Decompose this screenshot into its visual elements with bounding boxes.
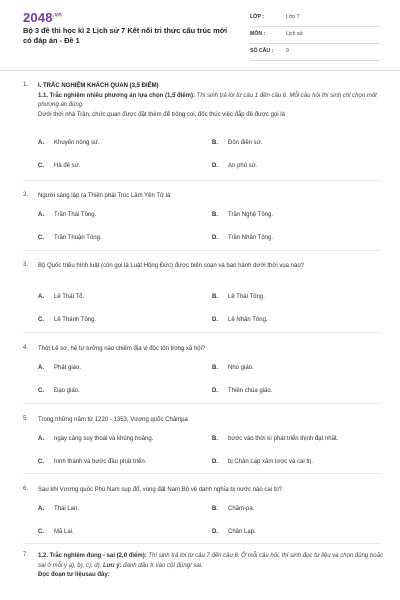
- option-c[interactable]: [38, 317, 96, 323]
- option-text: Nho giáo.: [228, 365, 254, 371]
- reading-label: Đọc đoạn tư liệusau đây:: [38, 572, 110, 578]
- option-text: Hà đê sứ.: [54, 163, 81, 169]
- option-text: Đạo giáo.: [54, 388, 80, 394]
- question-divider: [23, 180, 381, 181]
- option-key: C.: [38, 235, 44, 241]
- option-text: Thái Lan.: [54, 506, 80, 512]
- question-body: [38, 82, 383, 120]
- meta-value: Lớp 7: [286, 14, 300, 20]
- question-divider: [23, 403, 381, 404]
- meta-value: 9: [286, 48, 289, 54]
- subsection: [38, 92, 383, 111]
- question-text: Thời Lê sơ, hệ tư tưởng nào chiếm địa vị độc tôn trong xã hội?: [38, 346, 206, 352]
- header: [0, 0, 400, 70]
- note-text: đánh dấu X vào cột đúng/ sai.: [123, 562, 203, 569]
- option-key: B.: [212, 506, 218, 512]
- option-text: bị Chân Lạp xâm lược và cai trị.: [228, 459, 313, 465]
- option-text: Lê Nhân Tông.: [228, 317, 268, 323]
- option-key: D.: [212, 317, 218, 323]
- question-divider: [23, 473, 381, 474]
- option-text: bước vào thời kì phát triển thịnh đạt nhất.: [228, 436, 339, 442]
- option-b[interactable]: [212, 212, 273, 218]
- header-divider: [0, 70, 400, 71]
- option-key: A.: [38, 140, 44, 146]
- option-d[interactable]: [212, 529, 256, 535]
- option-b[interactable]: [212, 506, 254, 512]
- option-b[interactable]: [212, 365, 254, 371]
- option-text: An phủ sứ.: [228, 163, 258, 169]
- subsection: [38, 552, 383, 571]
- meta-row-class: [250, 10, 380, 27]
- option-text: Trần Nhân Tông.: [228, 235, 274, 241]
- option-b[interactable]: [212, 294, 265, 300]
- option-text: Trần Thái Tông.: [54, 212, 97, 218]
- meta-value: Lịch sử: [286, 31, 304, 37]
- option-a[interactable]: [38, 506, 79, 512]
- question-number: 7.: [23, 552, 29, 558]
- option-key: D.: [212, 235, 218, 241]
- subsection-instruction: Thí sinh trả lời từ câu 1 đến câu 6. Mỗi câu hỏi thí sinh chỉ chọn một phương án đúng.: [38, 92, 377, 108]
- option-a[interactable]: [38, 294, 84, 300]
- option-key: D.: [212, 459, 218, 465]
- option-key: C.: [38, 163, 44, 169]
- note-label: Lưu ý:: [102, 562, 122, 569]
- option-key: C.: [38, 388, 44, 394]
- option-b[interactable]: [212, 140, 262, 146]
- question-number: 1.: [23, 82, 29, 88]
- option-c[interactable]: [38, 163, 80, 169]
- option-text: Trần Nghệ Tông.: [228, 212, 274, 218]
- option-key: C.: [38, 317, 44, 323]
- option-key: B.: [212, 140, 218, 146]
- logo-suffix: .vn: [52, 12, 63, 19]
- option-text: Trần Thuận Tông.: [54, 235, 102, 241]
- question-text: Bộ Quốc triều hình luật (còn gọi là Luật Hồng Đức) được biên soạn và ban hành dưới thời vua nào?: [38, 263, 305, 269]
- option-c[interactable]: [38, 235, 102, 241]
- option-text: hình thành và bước đầu phát triển.: [54, 459, 147, 465]
- option-key: C.: [38, 529, 44, 535]
- option-c[interactable]: [38, 529, 74, 535]
- option-text: Lê Thái Tông.: [228, 294, 265, 300]
- question-text: Sau khi Vương quốc Phù Nam sụp đổ, vùng đất Nam Bộ về danh nghĩa bị nước nào cai trị?: [38, 487, 283, 493]
- option-text: Chăm-pa.: [228, 506, 255, 512]
- document-title: Bộ 3 đề thi học kì 2 Lịch sử 7 Kết nối tri thức cấu trúc mới có đáp án - Đề 1: [23, 26, 228, 45]
- option-key: A.: [38, 212, 44, 218]
- option-key: A.: [38, 365, 44, 371]
- option-text: Đồn điền sứ.: [228, 140, 263, 146]
- meta-key: LỚP :: [250, 14, 265, 20]
- option-a[interactable]: [38, 140, 100, 146]
- meta-row-count: [250, 44, 380, 61]
- question-text: Dưới thời nhà Trần, chức quan được đặt thêm để trông coi, đốc thúc việc đắp đê được gọi là: [38, 111, 285, 118]
- section-title: I. TRẮC NGHIỆM KHÁCH QUAN (3,5 ĐIỂM): [38, 83, 159, 89]
- subsection-title: 1.2. Trắc nghiệm đúng - sai (2,0 điểm):: [38, 553, 147, 559]
- logo-main: 2048: [23, 10, 53, 25]
- site-logo[interactable]: [23, 10, 62, 25]
- option-text: Chân Lạp.: [228, 529, 256, 535]
- question-number: 4.: [23, 345, 29, 351]
- option-key: D.: [212, 529, 218, 535]
- option-a[interactable]: [38, 436, 153, 442]
- question-number: 2.: [23, 192, 29, 198]
- subsection-instruction: Thí sinh trả lời từ câu 7 đến câu 8. Ở mỗi câu hỏi, thí sinh đọc tư liệu và chọn đúng hoặc sai ở mỗi ý a), b), c), d).: [38, 553, 383, 569]
- meta-key: SỐ CÂU :: [250, 48, 274, 54]
- option-a[interactable]: [38, 365, 81, 371]
- meta-table: [250, 10, 380, 61]
- option-c[interactable]: [38, 388, 80, 394]
- question-divider: [23, 250, 381, 251]
- question-number: 5.: [23, 416, 29, 422]
- question-text: Người sáng lập ra Thiền phái Trúc Lâm Yên Tử là: [38, 193, 171, 199]
- option-key: C.: [38, 459, 44, 465]
- option-text: Thiên chúa giáo.: [228, 388, 273, 394]
- option-d[interactable]: [212, 235, 273, 241]
- option-key: A.: [38, 506, 44, 512]
- option-text: Lê Thái Tổ.: [54, 294, 85, 300]
- option-d[interactable]: [212, 459, 313, 465]
- option-c[interactable]: [38, 459, 146, 465]
- option-a[interactable]: [38, 212, 96, 218]
- option-key: B.: [212, 436, 218, 442]
- question-body: [38, 552, 383, 581]
- option-key: A.: [38, 294, 44, 300]
- option-d[interactable]: [212, 317, 268, 323]
- question-divider: [23, 543, 381, 544]
- option-key: B.: [212, 212, 218, 218]
- question-number: 6.: [23, 486, 29, 492]
- meta-row-subject: [250, 27, 380, 44]
- option-text: Lê Thánh Tông.: [54, 317, 97, 323]
- option-key: D.: [212, 163, 218, 169]
- option-d[interactable]: [212, 388, 272, 394]
- option-text: Khuyến nông sứ.: [54, 140, 100, 146]
- subsection-title: 1.1. Trắc nghiệm nhiều phương án lựa chọn (1,5 điểm):: [38, 92, 195, 99]
- option-b[interactable]: [212, 436, 338, 442]
- question-divider: [23, 332, 381, 333]
- option-key: D.: [212, 388, 218, 394]
- option-key: B.: [212, 294, 218, 300]
- option-text: Phật giáo.: [54, 365, 82, 371]
- question-number: 3.: [23, 262, 29, 268]
- meta-key: MÔN :: [250, 31, 266, 37]
- option-key: A.: [38, 436, 44, 442]
- option-key: B.: [212, 365, 218, 371]
- question-text: Trong những năm từ 1220 - 1353, Vương quốc Chămpa: [38, 417, 188, 423]
- option-text: Mã Lai.: [54, 529, 74, 535]
- option-text: ngày càng suy thoái và khủng hoảng.: [54, 436, 154, 442]
- option-d[interactable]: [212, 163, 257, 169]
